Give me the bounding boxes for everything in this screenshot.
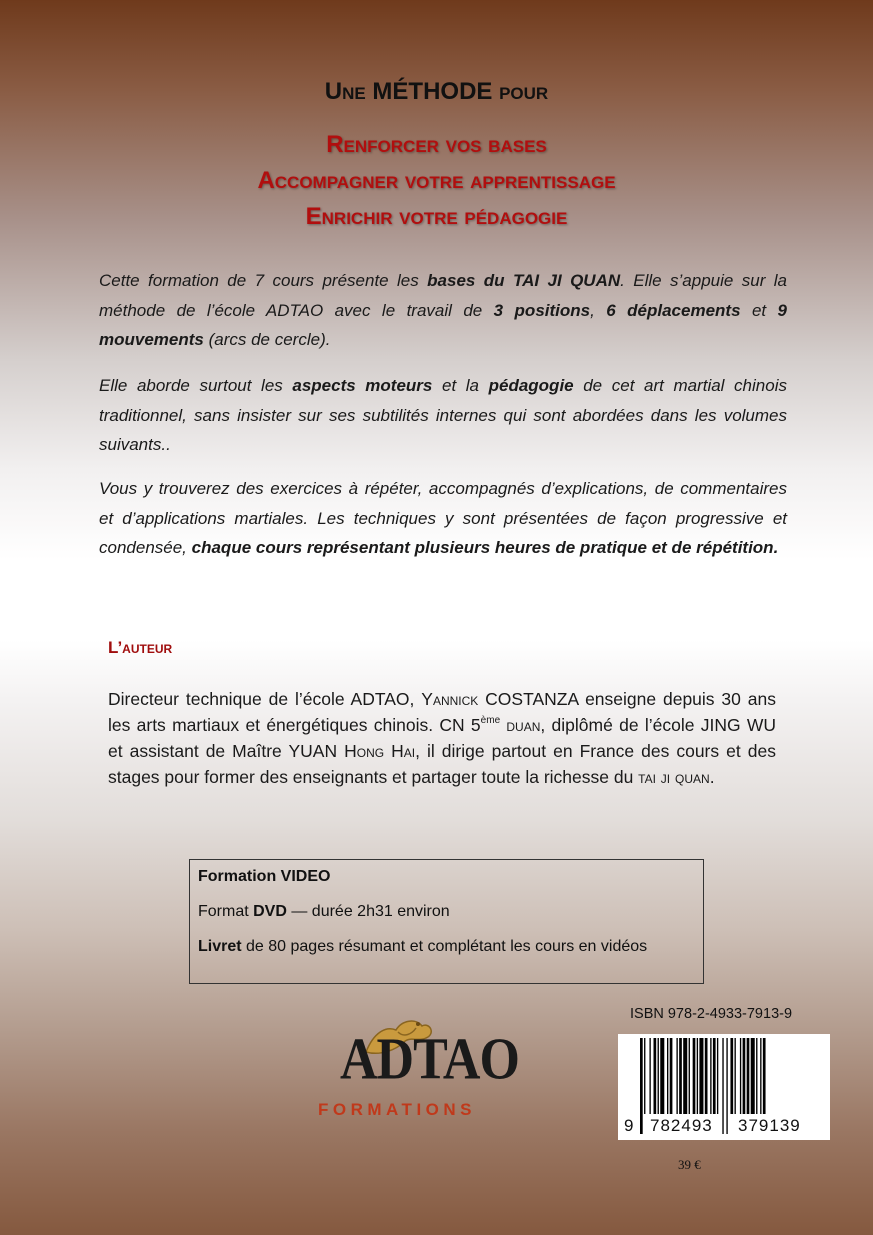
heading-part2: MÉTHODE — [372, 78, 493, 105]
barcode-bar — [670, 1038, 673, 1114]
p1-bold-b: bases du TAI JI QUAN — [427, 271, 621, 290]
paragraph-2 — [99, 371, 787, 460]
info-livret — [198, 938, 695, 956]
paragraph-1 — [99, 266, 787, 355]
barcode-bar — [699, 1038, 703, 1114]
heading — [0, 78, 873, 106]
author-heading: L’auteur — [108, 638, 173, 657]
barcode-bar — [726, 1038, 727, 1134]
barcode-bar — [760, 1038, 761, 1114]
p2-bold-d: pédagogie — [488, 376, 574, 395]
barcode-bar — [676, 1038, 677, 1114]
author-hai: Hai — [391, 741, 416, 761]
format-post: — durée 2h31 environ — [286, 903, 450, 920]
barcode-bar — [740, 1038, 741, 1114]
barcode-bar — [763, 1038, 766, 1114]
price: 39 € — [678, 1157, 701, 1172]
p2-text-a: Elle aborde surtout les — [99, 376, 293, 395]
barcode-bar — [743, 1038, 746, 1114]
barcode-bar — [735, 1038, 736, 1114]
heading-part1: Une — [324, 78, 373, 105]
p2-text-e: de cet art martial chinois traditionnel, sans insister sur ses subtilités internes qui sont abordées dans les volumes suivants.. — [99, 376, 787, 454]
info-title — [198, 868, 695, 886]
format-bold: DVD — [253, 903, 287, 920]
info-format — [198, 903, 695, 921]
p1-bold-h: 9 mouvements — [99, 300, 788, 349]
author-t3: , diplômé de l’école JING WU et assistant de Maître YUAN — [108, 715, 776, 761]
author-duan: duan — [500, 715, 541, 735]
paragraph-3 — [99, 474, 787, 563]
author-t5: , il dirige partout en France des cours et des stages pour former des enseignants et partager toute la richesse du — [108, 741, 776, 787]
barcode-bar — [667, 1038, 668, 1114]
p3-bold-b: chaque cours représentant plusieurs heures de pratique et de répétition. — [191, 538, 779, 557]
author-paragraph — [108, 686, 776, 790]
info-box — [189, 859, 704, 984]
barcode-bar — [710, 1038, 711, 1114]
barcode-bar — [756, 1038, 757, 1114]
barcode-bar — [654, 1038, 657, 1114]
barcode-bar — [697, 1038, 698, 1114]
barcode — [618, 1034, 830, 1140]
author-t6: . — [709, 767, 715, 787]
barcode-digit-lead: 9 — [624, 1116, 634, 1135]
author-first-name: Yannick — [421, 689, 479, 709]
barcode-bar — [722, 1038, 723, 1134]
barcode-bar — [640, 1038, 643, 1134]
p1-bold-d: 3 positions — [493, 300, 591, 320]
p3-text-a: Vous y trouverez des exercices à répéter, accompagnés d’explications, de commentaires et d’applications martiales. Les techniques y sont présentées de façon progressive et condensée, — [99, 479, 787, 557]
logo-subtitle: FORMATIONS — [318, 1100, 477, 1119]
info-title-text: Formation VIDEO — [198, 868, 331, 885]
barcode-group-2: 379139 — [738, 1116, 801, 1135]
p1-text-i: (arcs de cercle). — [203, 330, 331, 349]
p2-bold-b: aspects moteurs — [292, 376, 433, 395]
barcode-bar — [693, 1038, 696, 1114]
heading-part3: pour — [492, 78, 549, 105]
goal-2: Accompagner votre apprentissage — [257, 167, 616, 194]
livret-bold: Livret — [198, 938, 242, 955]
barcode-bar — [679, 1038, 682, 1114]
format-pre: Format — [198, 903, 254, 920]
barcode-bar — [644, 1038, 645, 1114]
barcode-bar — [751, 1038, 755, 1114]
barcode-bar — [717, 1038, 718, 1114]
barcode-group-1: 782493 — [650, 1116, 713, 1135]
livret-post: de 80 pages résumant et complétant les cours en vidéos — [241, 938, 648, 955]
p1-bold-f: 6 déplacements — [606, 300, 741, 320]
barcode-bar — [658, 1038, 659, 1114]
barcode-bar — [705, 1038, 708, 1114]
p1-text-a: Cette formation de 7 cours présente les — [99, 271, 428, 290]
barcode-bar — [730, 1038, 733, 1114]
p2-text-c: et la — [432, 376, 489, 395]
goal-3: Enrichir votre pédagogie — [305, 203, 568, 230]
author-tjq: tai ji quan — [638, 767, 710, 787]
logo-name: ADTAO — [340, 1026, 519, 1093]
isbn-label: ISBN 978-2-4933-7913-9 — [630, 1006, 793, 1022]
author-hong: Hong — [344, 741, 385, 761]
barcode-bar — [683, 1038, 687, 1114]
author-sup: ème — [480, 715, 501, 726]
adtao-logo — [318, 1012, 519, 1122]
author-t2: COSTANZA enseigne depuis 30 ans les arts martiaux et énergétiques chinois. CN 5 — [108, 689, 776, 735]
p1-text-e: , — [590, 300, 607, 320]
p1-text-c: . Elle s’appuie sur la méthode de l’école ADTAO avec le travail de — [99, 271, 787, 320]
author-t1: Directeur technique de l’école ADTAO, — [108, 689, 422, 709]
p1-text-g: et — [740, 300, 778, 320]
barcode-bar — [689, 1038, 690, 1114]
barcode-bar — [649, 1038, 650, 1114]
barcode-bar — [660, 1038, 664, 1114]
barcode-bar — [747, 1038, 750, 1114]
barcode-bar — [713, 1038, 716, 1114]
goal-1: Renforcer vos bases — [326, 131, 547, 158]
